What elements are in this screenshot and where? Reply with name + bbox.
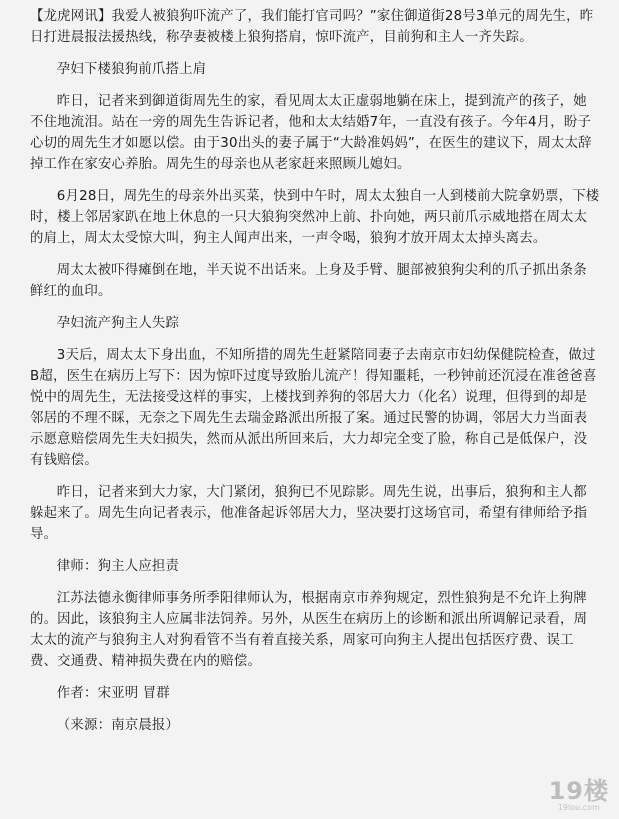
article-paragraph: 昨日，记者来到御道街周先生的家，看见周太太正虚弱地躺在床上，提到流产的孩子，她不住地流泪。站在一旁的周先生告诉记者，他和太太结婚7年，一直没有孩子。今年4月，盼子心切的周先生才如愿以偿。由于30出头的妻子属于“大龄准妈妈”，在医生的建议下，周太太辞掉工作在家安心养胎。周先生的母亲也从老家赶来照顾儿媳妇。 bbox=[30, 94, 592, 172]
article-byline: 作者：宋亚明 冒群 bbox=[56, 686, 170, 701]
watermark-logo: 19楼 bbox=[548, 777, 609, 805]
article-paragraph: 3天后，周太太下身出血，不知所措的周先生赶紧陪同妻子去南京市妇幼保健院检查，做过B超，医生在病历上写下：因为惊吓过度导致胎儿流产！得知噩耗，一秒钟前还沉浸在准爸爸喜悦中的周先生，无法接受这样的事实，上楼找到养狗的邻居大力（化名）说理，但得到的却是邻居的不理不睬，无奈之下周先生去瑞金路派出所报了案。通过民警的协调，邻居大力当面表示愿意赔偿周先生夫妇损失，然而从派出所回来后，大力却完全变了脸，称自己是低保户，没有钱赔偿。 bbox=[30, 348, 597, 468]
section-heading: 孕妇下楼狼狗前爪搭上肩 bbox=[56, 62, 207, 77]
article-body bbox=[30, 6, 600, 747]
site-watermark bbox=[549, 779, 609, 813]
article-paragraph: 昨日，记者来到大力家，大门紧闭，狼狗已不见踪影。周先生说，出事后，狼狗和主人都躲起来了。周先生向记者表示，他准备起诉邻居大力，坚决要打这场官司，希望有律师给予指导。 bbox=[30, 485, 588, 542]
article-lead: 【龙虎网讯】我爱人被狼狗吓流产了，我们能打官司吗？”家住御道街28号3单元的周先生，昨日打进晨报法援热线，称孕妻被楼上狼狗搭肩，惊吓流产，目前狗和主人一齐失踪。 bbox=[30, 9, 594, 45]
article-paragraph: 6月28日，周先生的母亲外出买菜，快到中午时，周太太独自一人到楼前大院拿奶票，下楼时，楼上邻居家趴在地上休息的一只大狼狗突然冲上前、扑向她，两只前爪示威地搭在周太太的肩上，周太太受惊大叫，狗主人闻声出来，一声令喝，狼狗才放开周太太掉头离去。 bbox=[30, 189, 600, 246]
section-heading: 孕妇流产狗主人失踪 bbox=[56, 316, 180, 331]
section-heading: 律师：狗主人应担责 bbox=[56, 559, 180, 574]
watermark-url: 19lou.com bbox=[557, 803, 600, 812]
article-source: （来源：南京晨报） bbox=[56, 718, 180, 733]
article-paragraph: 江苏法德永衡律师事务所季阳律师认为，根据南京市养狗规定，烈性狼狗是不允许上狗牌的。因此，该狼狗主人应属非法饲养。另外，从医生在病历上的诊断和派出所调解记录看，周太太的流产与狼狗主人对狗看管不当有着直接关系，周家可向狗主人提出包括医疗费、误工费、交通费、精神损失费在内的赔偿。 bbox=[30, 591, 588, 669]
article-paragraph: 周太太被吓得瘫倒在地，半天说不出话来。上身及手臂、腿部被狼狗尖利的爪子抓出条条鲜红的血印。 bbox=[30, 263, 587, 299]
